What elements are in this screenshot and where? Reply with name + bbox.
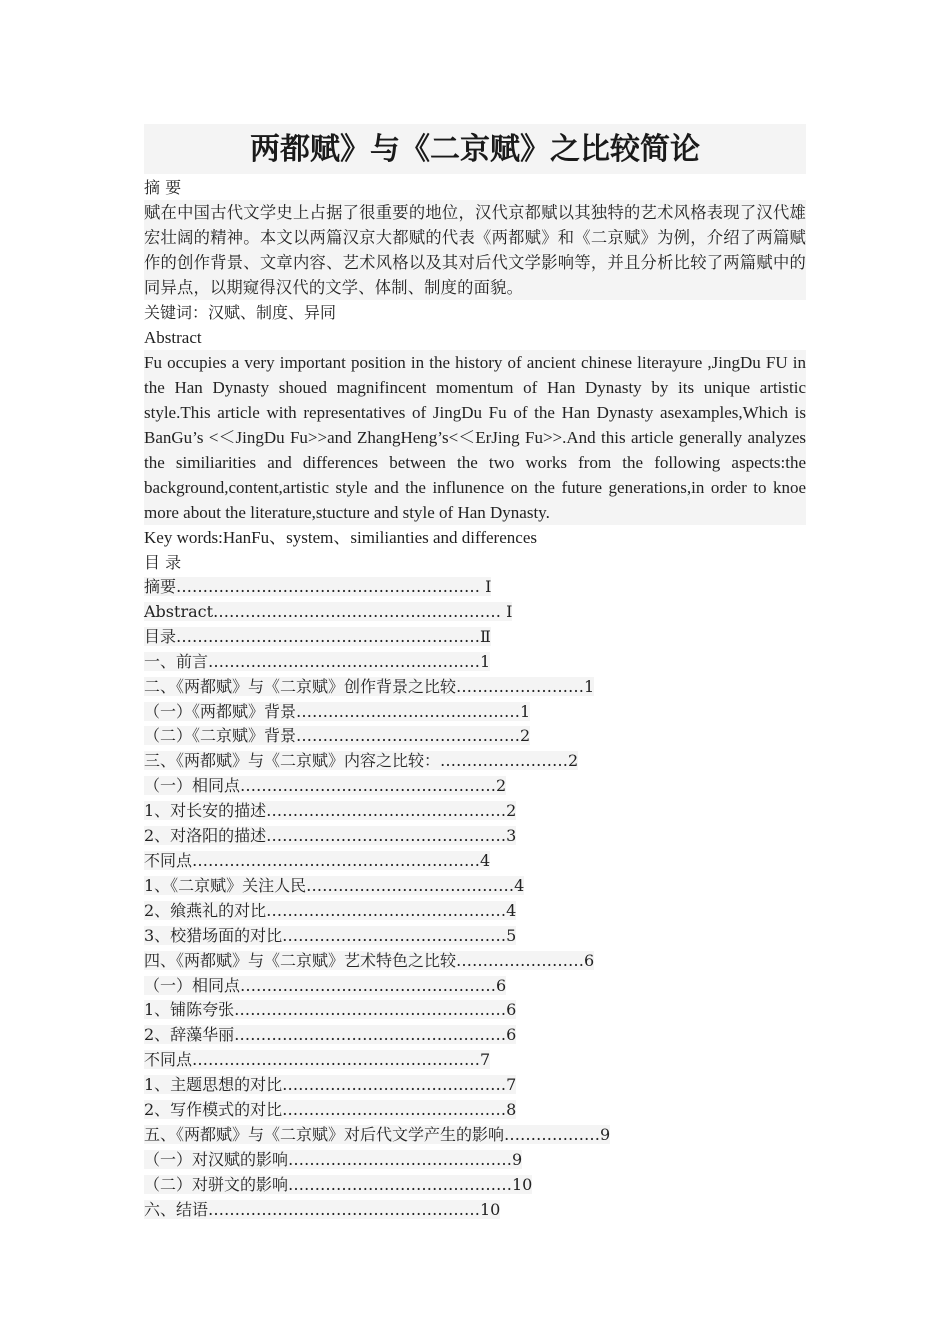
toc-heading: 目 录 (144, 553, 182, 572)
toc-item: 1、对长安的描述………………………………………2 (144, 801, 517, 821)
toc-item: 二、《两都赋》与《二京赋》创作背景之比较……………………1 (144, 676, 595, 696)
toc-item: 摘要………………………………………………… Ⅰ (144, 577, 492, 596)
toc-item: （一）对汉赋的影响……………………………………9 (144, 1149, 523, 1169)
toc-item: 四、《两都赋》与《二京赋》艺术特色之比较……………………6 (144, 950, 595, 970)
abstract-cn-heading: 摘 要 (144, 178, 182, 197)
keywords-cn: 关键词：汉赋、制度、异同 (144, 303, 337, 322)
table-of-contents (144, 575, 806, 1223)
toc-item: 不同点………………………………………………4 (144, 850, 491, 870)
page-title: 两都赋》与《二京赋》之比较简论 (144, 124, 806, 174)
toc-item: 一、前言……………………………………………1 (144, 651, 491, 671)
toc-item: 1、铺陈夸张……………………………………………6 (144, 1000, 517, 1020)
toc-item: 1、主题思想的对比……………………………………7 (144, 1075, 517, 1095)
toc-item: 2、飨燕礼的对比………………………………………4 (144, 900, 517, 920)
toc-item: 三、《两都赋》与《二京赋》内容之比较：……………………2 (144, 751, 579, 771)
abstract-cn-body: 赋在中国古代文学史上占据了很重要的地位，汉代京都赋以其独特的艺术风格表现了汉代雄宏壮阔的精神。本文以两篇汉京大都赋的代表《两都赋》和《二京赋》为例，介绍了两篇赋作的创作背景、文章内容、艺术风格以及其对后代文学影响等，并且分析比较了两篇赋中的同异点，以期窥得汉代的文学、体制、制度的面貌。 (144, 200, 806, 300)
document-content (144, 124, 806, 1223)
toc-item: 2、辞藻华丽……………………………………………6 (144, 1025, 517, 1045)
toc-item: 六、结语……………………………………………10 (144, 1199, 501, 1219)
toc-item: 目录…………………………………………………Ⅱ (144, 626, 491, 646)
toc-item: 2、写作模式的对比……………………………………8 (144, 1100, 517, 1120)
keywords-en: Key words:HanFu、system、similianties and differences (144, 528, 537, 547)
toc-item: （二）对骈文的影响……………………………………10 (144, 1174, 533, 1194)
toc-item: Abstract……………………………………………… Ⅰ (144, 601, 513, 621)
abstract-en-heading: Abstract (144, 328, 202, 347)
toc-item: （一）相同点…………………………………………6 (144, 975, 507, 995)
toc-item: （一）《两都赋》背景……………………………………1 (144, 701, 531, 721)
toc-item: 不同点………………………………………………7 (144, 1050, 491, 1070)
abstract-en-body: Fu occupies a very important position in the history of ancient chinese literayure ,JingDu FU in the Han Dynasty shoued magnifincent momentum of Han Dynasty by its unique artistic style.This article with representatives of JingDu Fu of the Han Dynasty asexamples,Which is BanGu’s <＜JingDu Fu>>and ZhangHeng’s<＜ErJing Fu>>.And this article generally analyzes the similiarities and differences between the two works from the following aspects:the background,content,artistic style and the influnence on the future generations,in order to knoe more about the literature,stucture and style of Han Dynasty. (144, 350, 806, 525)
toc-item: （二）《二京赋》背景……………………………………2 (144, 726, 531, 746)
toc-item: 1、《二京赋》关注人民…………………………………4 (144, 875, 525, 895)
toc-item: 3、校猎场面的对比……………………………………5 (144, 925, 517, 945)
toc-item: 五、《两都赋》与《二京赋》对后代文学产生的影响………………9 (144, 1124, 611, 1144)
toc-item: 2、对洛阳的描述………………………………………3 (144, 826, 517, 846)
toc-item: （一）相同点…………………………………………2 (144, 776, 507, 796)
